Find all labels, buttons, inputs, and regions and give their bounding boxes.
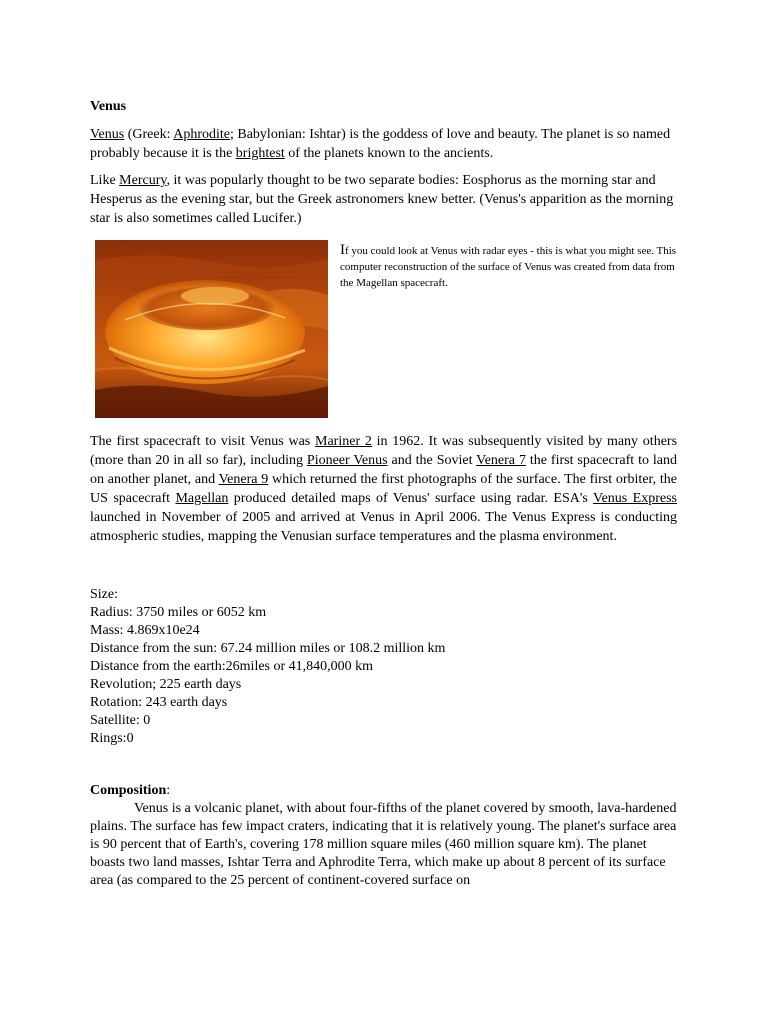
spacecraft-text-4: the first spacecraft to land on another planet, and — [90, 453, 677, 487]
composition-heading — [90, 782, 677, 800]
composition-paragraph — [90, 800, 677, 890]
spacecraft-text-1: The first spacecraft to visit Venus was — [90, 434, 316, 449]
spacecraft-text-2: in 1962. It was subsequently visited by many others (more than 20 in all so far), including — [90, 434, 678, 468]
caption-initial: I — [340, 242, 345, 258]
venus-surface-image — [95, 240, 328, 418]
venera-9-link[interactable]: Venera 9 — [218, 472, 269, 487]
mariner-2-link[interactable]: Mariner 2 — [315, 434, 372, 449]
intro-text-1: (Greek: — [124, 127, 174, 142]
mercury-text-2: , it was popularly thought to be two separate bodies: Eosphorus as the morning star and Hesperus as the evening star, but the Greek astronomers knew better. (Venus's apparition as the morning star is also sometimes called Lucifer.) — [90, 173, 674, 226]
intro-text-3: of the planets known to the ancients. — [284, 146, 494, 161]
spacecraft-text-3: and the Soviet — [387, 453, 477, 468]
brightest-link[interactable]: brightest — [235, 146, 285, 161]
spacecraft-paragraph — [90, 432, 677, 546]
spacecraft-text-5: which returned the first photographs of the surface. The first orbiter, the US spacecraft — [90, 472, 677, 506]
fact-rings: Rings:0 — [90, 731, 134, 746]
facts-list — [90, 586, 677, 748]
venus-link[interactable]: Venus — [90, 127, 125, 142]
composition-section — [90, 782, 677, 890]
venera-7-link[interactable]: Venera 7 — [476, 453, 526, 468]
spacecraft-text-7: launched in November of 2005 and arrived at Venus in April 2006. The Venus Express is conducting atmospheric studies, mapping the Venusian surface temperatures and the plasma environment. — [90, 510, 677, 544]
fact-revolution: Revolution; 225 earth days — [90, 677, 242, 692]
intro-paragraph — [90, 125, 677, 163]
figure-caption — [340, 240, 677, 291]
mercury-paragraph — [90, 171, 677, 228]
document-page — [90, 97, 677, 890]
fact-sun-distance: Distance from the sun: 67.24 million miles or 108.2 million km — [90, 641, 446, 656]
caption-text: f you could look at Venus with radar eyes - this is what you might see. This computer reconstruction of the surface of Venus was created from data from the Magellan spacecraft. — [340, 245, 677, 289]
mercury-text-1: Like — [90, 173, 120, 188]
aphrodite-link[interactable]: Aphrodite — [173, 127, 230, 142]
figure-row — [90, 240, 677, 420]
mercury-link[interactable]: Mercury — [119, 173, 167, 188]
pioneer-venus-link[interactable]: Pioneer Venus — [306, 453, 388, 468]
fact-satellite: Satellite: 0 — [90, 713, 151, 728]
composition-colon: : — [166, 783, 171, 798]
page-title: Venus — [90, 99, 127, 114]
fact-radius: Radius: 3750 miles or 6052 km — [90, 605, 267, 620]
intro-text-2: ; Babylonian: Ishtar) is the goddess of love and beauty. The planet is so named probably because it is the — [90, 127, 671, 161]
composition-text: Venus is a volcanic planet, with about four-fifths of the planet covered by smooth, lava-hardened plains. The surface has few impact craters, indicating that it is relatively young. The planet's surface area is 90 percent that of Earth's, covering 178 million square miles (460 million square km). The planet boasts two land masses, Ishtar Terra and Aphrodite Terra, which make up about 8 percent of its surface area (as compared to the 25 percent of continent-covered surface on — [90, 801, 677, 888]
fact-mass: Mass: 4.869x10e24 — [90, 623, 200, 638]
magellan-link[interactable]: Magellan — [175, 491, 229, 506]
fact-size: Size: — [90, 587, 118, 602]
fact-earth-distance: Distance from the earth:26miles or 41,840,000 km — [90, 659, 374, 674]
spacecraft-text-6: produced detailed maps of Venus' surface using radar. ESA's — [228, 491, 594, 506]
composition-label: Composition — [90, 783, 167, 798]
fact-rotation: Rotation: 243 earth days — [90, 695, 228, 710]
venus-express-link[interactable]: Venus Express — [593, 491, 677, 506]
